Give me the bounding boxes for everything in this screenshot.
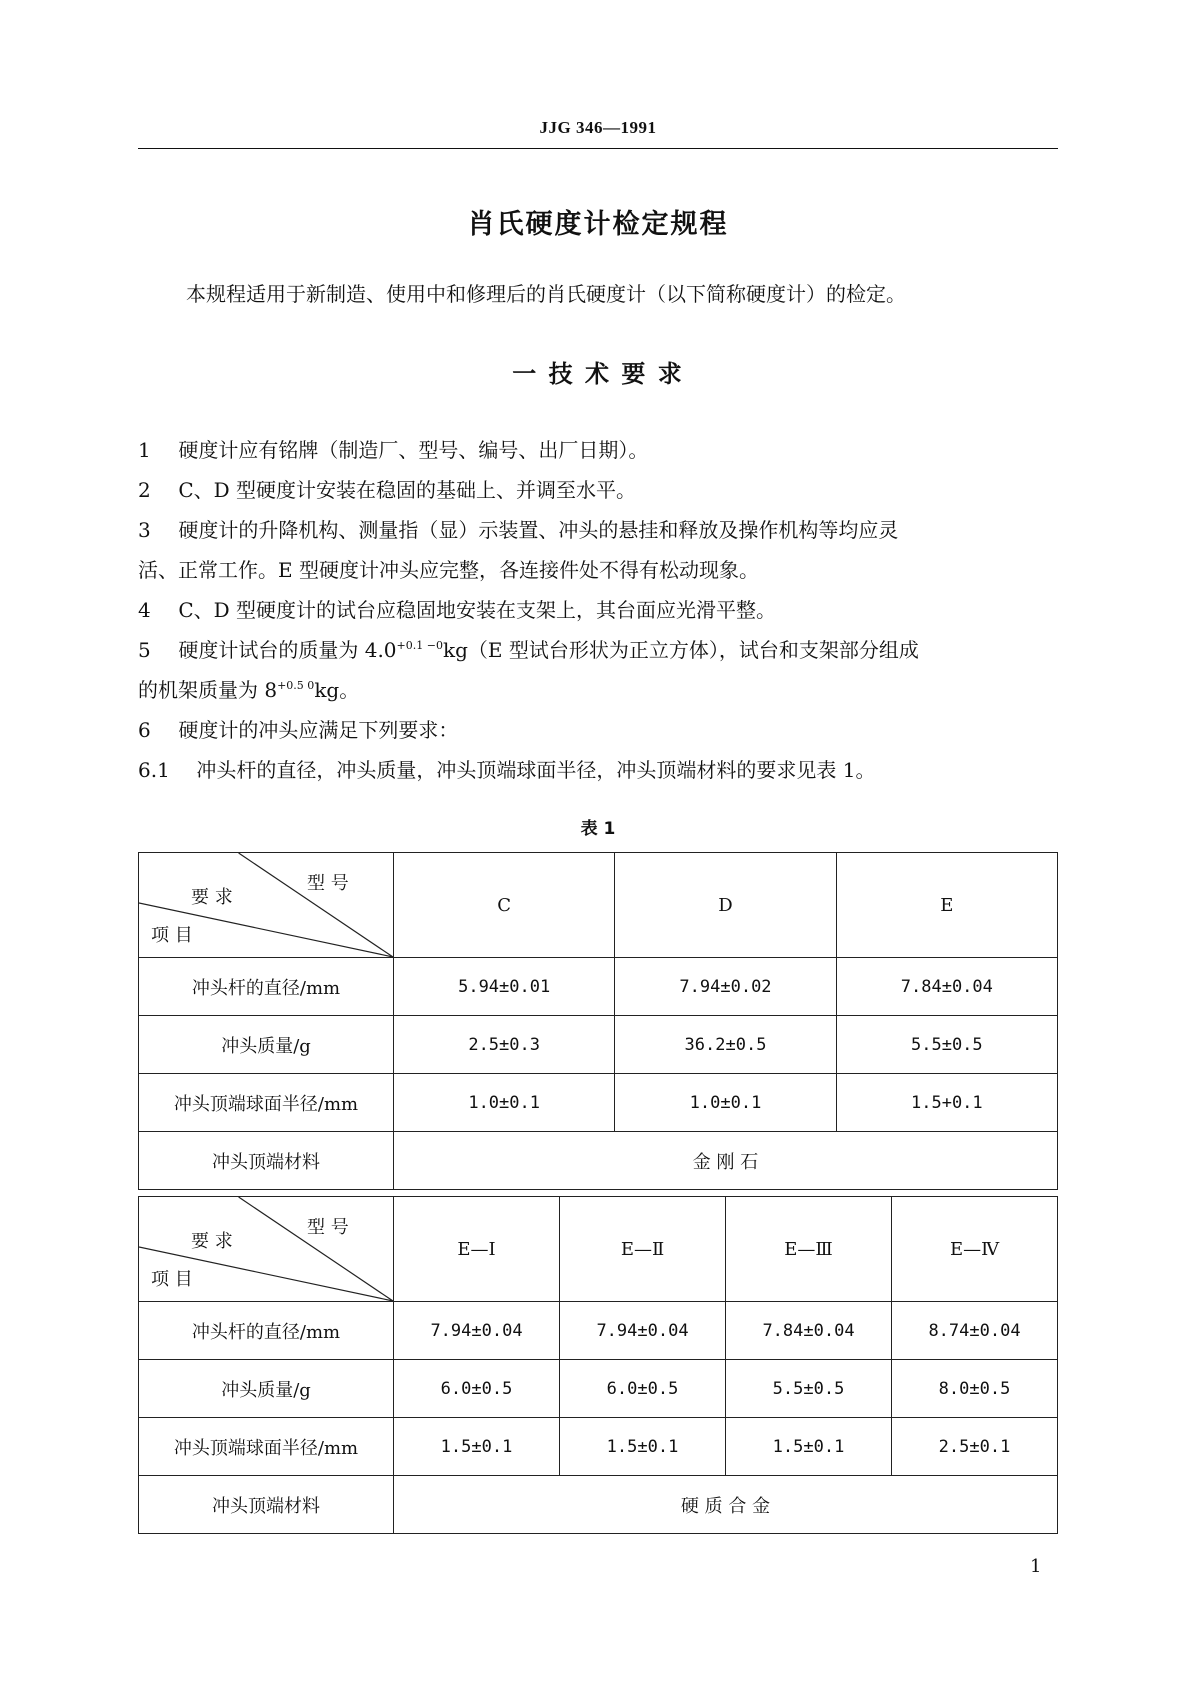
item-text: 硬度计应有铭牌（制造厂、型号、编号、出厂日期）。 [178,438,649,462]
item-number: 3 [138,518,151,542]
header-divider [138,148,1058,149]
item-text-continued: 的机架质量为 8 [138,678,278,702]
table-cell: 1.0±0.1 [615,1074,836,1132]
table-row [139,1302,1058,1360]
item-text: 冲头杆的直径，冲头质量，冲头顶端球面半径，冲头顶端材料的要求见表 1。 [196,758,876,782]
spec-table-part1 [138,852,1058,1190]
item-2 [138,470,1058,510]
table-cell: 6.0±0.5 [560,1360,726,1418]
item-6-1 [138,750,1058,790]
table-row [139,958,1058,1016]
diagonal-corner-cell [139,853,394,958]
item-4 [138,590,1058,630]
item-text: kg（E 型试台形状为正立方体），试台和支架部分组成 [442,638,919,662]
table-cell: 1.5±0.1 [726,1418,892,1476]
table-row [139,1132,1058,1190]
table-row [139,1360,1058,1418]
tolerance-superscript: +0.5 0 [277,679,315,692]
item-text: C、D 型硬度计安装在稳固的基础上、并调至水平。 [178,478,637,502]
model-header-e2: E—Ⅱ [560,1197,726,1302]
corner-requirement-label: 要 求 [191,887,233,908]
table-header-row [139,1197,1058,1302]
table-cell: 2.5±0.1 [892,1418,1058,1476]
table-row [139,1074,1058,1132]
table-cell: 1.5±0.1 [394,1418,560,1476]
table-cell: 1.5±0.1 [560,1418,726,1476]
material-cell: 金 刚 石 [394,1132,1058,1190]
row-label: 冲头质量/g [139,1016,394,1074]
table-row [139,1418,1058,1476]
material-cell: 硬 质 合 金 [394,1476,1058,1534]
page-number: 1 [1030,1556,1042,1577]
item-text: 硬度计的冲头应满足下列要求： [178,718,459,742]
table-cell: 1.0±0.1 [394,1074,615,1132]
model-header-e: E [836,853,1057,958]
table-header-row [139,853,1058,958]
table-cell: 7.94±0.04 [394,1302,560,1360]
model-header-d: D [615,853,836,958]
model-header-c: C [394,853,615,958]
item-text: C、D 型硬度计的试台应稳固地安装在支架上，其台面应光滑平整。 [178,598,777,622]
table-cell: 8.74±0.04 [892,1302,1058,1360]
item-3 [138,510,1058,590]
item-text: 硬度计试台的质量为 4.0 [178,638,397,662]
spec-table-part2 [138,1196,1058,1534]
table-row [139,1476,1058,1534]
item-number: 4 [138,598,151,622]
table-cell: 5.94±0.01 [394,958,615,1016]
corner-requirement-label: 要 求 [191,1231,233,1252]
table-cell: 5.5±0.5 [726,1360,892,1418]
item-text: 硬度计的升降机构、测量指（显）示装置、冲头的悬挂和释放及操作机构等均应灵 [178,518,899,542]
item-text-continued: 活、正常工作。E 型硬度计冲头应完整，各连接件处不得有松动现象。 [138,558,759,582]
table-cell: 6.0±0.5 [394,1360,560,1418]
row-label: 冲头顶端材料 [139,1476,394,1534]
document-title: 肖氏硬度计检定规程 [467,209,729,240]
document-code-header: JJG 346—1991 [539,118,657,137]
table-cell: 2.5±0.3 [394,1016,615,1074]
corner-item-label: 项 目 [151,1269,193,1290]
item-5 [138,630,1058,710]
table-cell: 1.5+0.1 [836,1074,1057,1132]
model-header-e1: E—Ⅰ [394,1197,560,1302]
intro-paragraph: 本规程适用于新制造、使用中和修理后的肖氏硬度计（以下简称硬度计）的检定。 [186,282,906,306]
item-number: 6 [138,718,151,742]
table-cell: 5.5±0.5 [836,1016,1057,1074]
corner-item-label: 项 目 [151,925,193,946]
table-cell: 36.2±0.5 [615,1016,836,1074]
table-cell: 7.94±0.04 [560,1302,726,1360]
item-number: 5 [138,638,151,662]
diagonal-corner-cell [139,1197,394,1302]
model-header-e4: E—Ⅳ [892,1197,1058,1302]
table-row [139,1016,1058,1074]
model-header-e3: E—Ⅲ [726,1197,892,1302]
item-number: 1 [138,438,151,462]
row-label: 冲头杆的直径/mm [139,958,394,1016]
table-cell: 7.84±0.04 [836,958,1057,1016]
corner-model-label: 型 号 [307,873,349,894]
item-6 [138,710,1058,750]
table-cell: 7.84±0.04 [726,1302,892,1360]
row-label: 冲头杆的直径/mm [139,1302,394,1360]
tolerance-superscript: +0.1 −0 [396,639,443,652]
section-title: 一 技 术 要 求 [512,360,684,388]
row-label: 冲头质量/g [139,1360,394,1418]
row-label: 冲头顶端球面半径/mm [139,1418,394,1476]
corner-model-label: 型 号 [307,1217,349,1238]
item-1 [138,430,1058,470]
table-cell: 8.0±0.5 [892,1360,1058,1418]
item-number: 6.1 [138,758,170,782]
item-number: 2 [138,478,151,502]
item-text-continued: kg。 [314,678,360,702]
row-label: 冲头顶端球面半径/mm [139,1074,394,1132]
table-cell: 7.94±0.02 [615,958,836,1016]
table-caption: 表 1 [580,819,616,839]
row-label: 冲头顶端材料 [139,1132,394,1190]
